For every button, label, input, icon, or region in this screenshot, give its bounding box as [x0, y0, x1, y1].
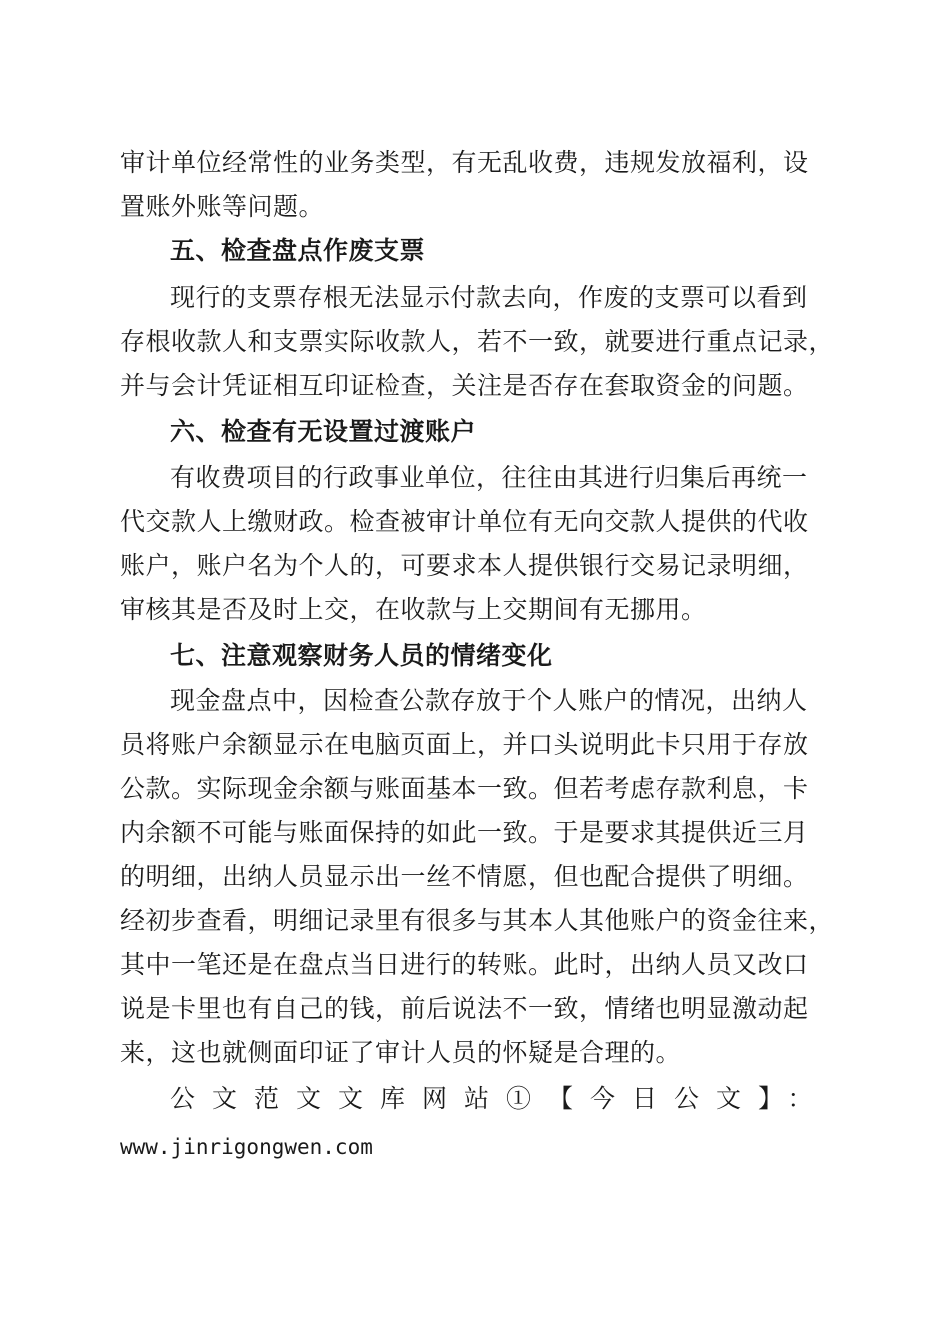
- paragraph-line: 内余额不可能与账面保持的如此一致。于是要求其提供近三月: [120, 818, 809, 847]
- paragraph-line: 员将账户余额显示在电脑页面上，并口头说明此卡只用于存放: [120, 730, 809, 759]
- paragraph-line: 经初步查看，明细记录里有很多与其本人其他账户的资金往来，: [120, 906, 835, 935]
- paragraph-line: 置账外账等问题。: [120, 192, 325, 221]
- paragraph-line: 并与会计凭证相互印证检查，关注是否存在套取资金的问题。: [120, 371, 809, 400]
- paragraph-line: 公款。实际现金余额与账面基本一致。但若考虑存款利息，卡: [120, 774, 809, 803]
- footer-url[interactable]: www.jinrigongwen.com: [120, 1135, 373, 1159]
- paragraph-line: 现金盘点中，因检查公款存放于个人账户的情况，出纳人: [170, 686, 808, 715]
- paragraph-line: 现行的支票存根无法显示付款去向，作废的支票可以看到: [170, 283, 808, 312]
- section-heading-5: 五、检查盘点作废支票: [170, 236, 426, 265]
- paragraph-line: 说是卡里也有自己的钱，前后说法不一致，情绪也明显激动起: [120, 994, 809, 1023]
- paragraph-line: 账户，账户名为个人的，可要求本人提供银行交易记录明细，: [120, 551, 809, 580]
- paragraph-line: 有收费项目的行政事业单位，往往由其进行归集后再统一: [170, 463, 808, 492]
- paragraph-line: 存根收款人和支票实际收款人，若不一致，就要进行重点记录，: [120, 327, 835, 356]
- paragraph-line: 的明细，出纳人员显示出一丝不情愿，但也配合提供了明细。: [120, 862, 809, 891]
- paragraph-line: 其中一笔还是在盘点当日进行的转账。此时，出纳人员又改口: [120, 950, 809, 979]
- paragraph-line: 代交款人上缴财政。检查被审计单位有无向交款人提供的代收: [120, 507, 809, 536]
- section-heading-6: 六、检查有无设置过渡账户: [170, 417, 477, 446]
- paragraph-line: 审计单位经常性的业务类型，有无乱收费，违规发放福利，设: [120, 148, 809, 177]
- section-heading-7: 七、注意观察财务人员的情绪变化: [170, 641, 553, 670]
- footer-site-name: 公文范文文库网站①【今日公文】：: [170, 1084, 830, 1113]
- paragraph-line: 审核其是否及时上交，在收款与上交期间有无挪用。: [120, 595, 707, 624]
- paragraph-line: 来，这也就侧面印证了审计人员的怀疑是合理的。: [120, 1038, 682, 1067]
